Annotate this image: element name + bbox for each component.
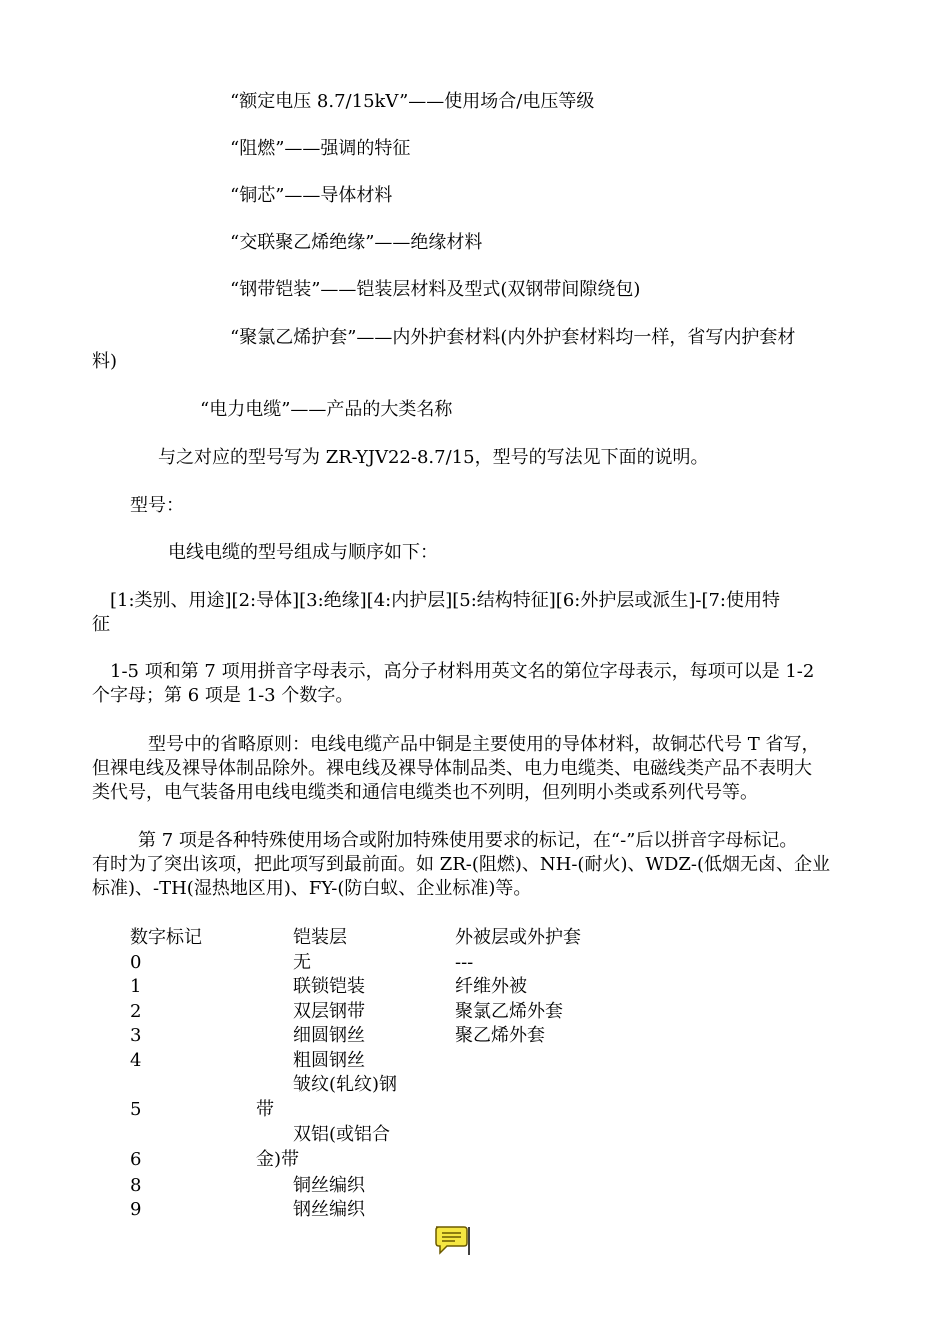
- paragraph-pvc-sheath-cont: 料): [92, 351, 118, 372]
- paragraph-item7-line2: 有时为了突出该项，把此项写到最前面。如 ZR-(阻燃)、NH-(耐火)、WDZ-(低烟无卤、企业: [92, 854, 831, 875]
- paragraph-pinyin-rule-cont: 个字母；第 6 项是 1-3 个数字。: [92, 685, 354, 706]
- paragraph-power-cable: “电力电缆”——产品的大类名称: [200, 399, 453, 420]
- paragraph-model-heading: 型号：: [130, 495, 184, 516]
- table-cell-number: 4: [130, 1050, 142, 1071]
- table-cell-outer: 聚乙烯外套: [455, 1025, 545, 1046]
- table-cell-armor: 无: [293, 952, 311, 973]
- table-cell-outer: 纤维外被: [455, 976, 527, 997]
- table-cell-armor: 双层钢带: [293, 1001, 365, 1022]
- table-cell-armor: 联锁铠装: [293, 976, 365, 997]
- table-header-outer: 外被层或外护套: [455, 927, 581, 948]
- table-cell-armor-cont: 金)带: [256, 1149, 300, 1170]
- paragraph-model-structure-cont: 征: [92, 614, 110, 635]
- table-cell-number: 6: [130, 1149, 142, 1170]
- paragraph-item7: 第 7 项是各种特殊使用场合或附加特殊使用要求的标记，在“-”后以拼音字母标记。: [138, 830, 798, 851]
- table-header-armor: 铠装层: [293, 927, 347, 948]
- paragraph-omission-rule: 型号中的省略原则：电线电缆产品中铜是主要使用的导体材料，故铜芯代号 T 省写，: [148, 734, 820, 755]
- paragraph-rated-voltage: “额定电压 8.7/15kV”——使用场合/电压等级: [230, 91, 595, 112]
- paragraph-model-example: 与之对应的型号写为 ZR-YJV22-8.7/15，型号的写法见下面的说明。: [158, 447, 709, 468]
- paragraph-flame-retardant: “阻燃”——强调的特征: [230, 138, 411, 159]
- table-cell-number: 1: [130, 976, 142, 997]
- table-cell-number: 8: [130, 1175, 142, 1196]
- paragraph-xlpe-insulation: “交联聚乙烯绝缘”——绝缘材料: [230, 232, 483, 253]
- paragraph-omission-rule-line2: 但裸电线及裸导体制品除外。裸电线及裸导体制品类、电力电缆类、电磁线类产品不表明大: [92, 758, 812, 779]
- table-cell-armor-cont: 带: [256, 1099, 274, 1120]
- table-cell-armor: 钢丝编织: [293, 1199, 365, 1220]
- paragraph-copper-core: “铜芯”——导体材料: [230, 185, 393, 206]
- table-cell-armor: 铜丝编织: [293, 1175, 365, 1196]
- table-cell-armor: 皱纹(轧纹)钢: [293, 1074, 398, 1095]
- table-cell-armor: 粗圆钢丝: [293, 1050, 365, 1071]
- table-header-number: 数字标记: [130, 927, 202, 948]
- table-cell-number: 2: [130, 1001, 142, 1022]
- table-cell-number: 0: [130, 952, 142, 973]
- paragraph-item7-line3: 标准)、-TH(湿热地区用)、FY-(防白蚁、企业标准)等。: [92, 878, 532, 899]
- table-cell-outer: ---: [455, 952, 474, 973]
- paragraph-model-structure: [1:类别、用途][2:导体][3:绝缘][4:内护层][5:结构特征][6:外护层或派生]-[7:使用特: [110, 590, 780, 611]
- table-cell-armor: 细圆钢丝: [293, 1025, 365, 1046]
- table-cell-armor: 双铝(或铝合: [293, 1124, 391, 1145]
- paragraph-omission-rule-line3: 类代号，电气装备用电线电缆类和通信电缆类也不列明，但列明小类或系列代号等。: [92, 782, 758, 803]
- paragraph-model-order: 电线电缆的型号组成与顺序如下：: [168, 542, 438, 563]
- table-cell-number: 9: [130, 1199, 142, 1220]
- table-cell-outer: 聚氯乙烯外套: [455, 1001, 563, 1022]
- paragraph-steel-tape-armor: “钢带铠装”——铠装层材料及型式(双钢带间隙绕包): [230, 279, 641, 300]
- comment-icon[interactable]: [433, 1224, 471, 1258]
- table-cell-number: 5: [130, 1099, 142, 1120]
- paragraph-pinyin-rule: 1-5 项和第 7 项用拼音字母表示，高分子材料用英文名的第位字母表示，每项可以是 1-2: [110, 661, 815, 682]
- paragraph-pvc-sheath: “聚氯乙烯护套”——内外护套材料(内外护套材料均一样，省写内护套材: [230, 327, 796, 348]
- table-cell-number: 3: [130, 1025, 142, 1046]
